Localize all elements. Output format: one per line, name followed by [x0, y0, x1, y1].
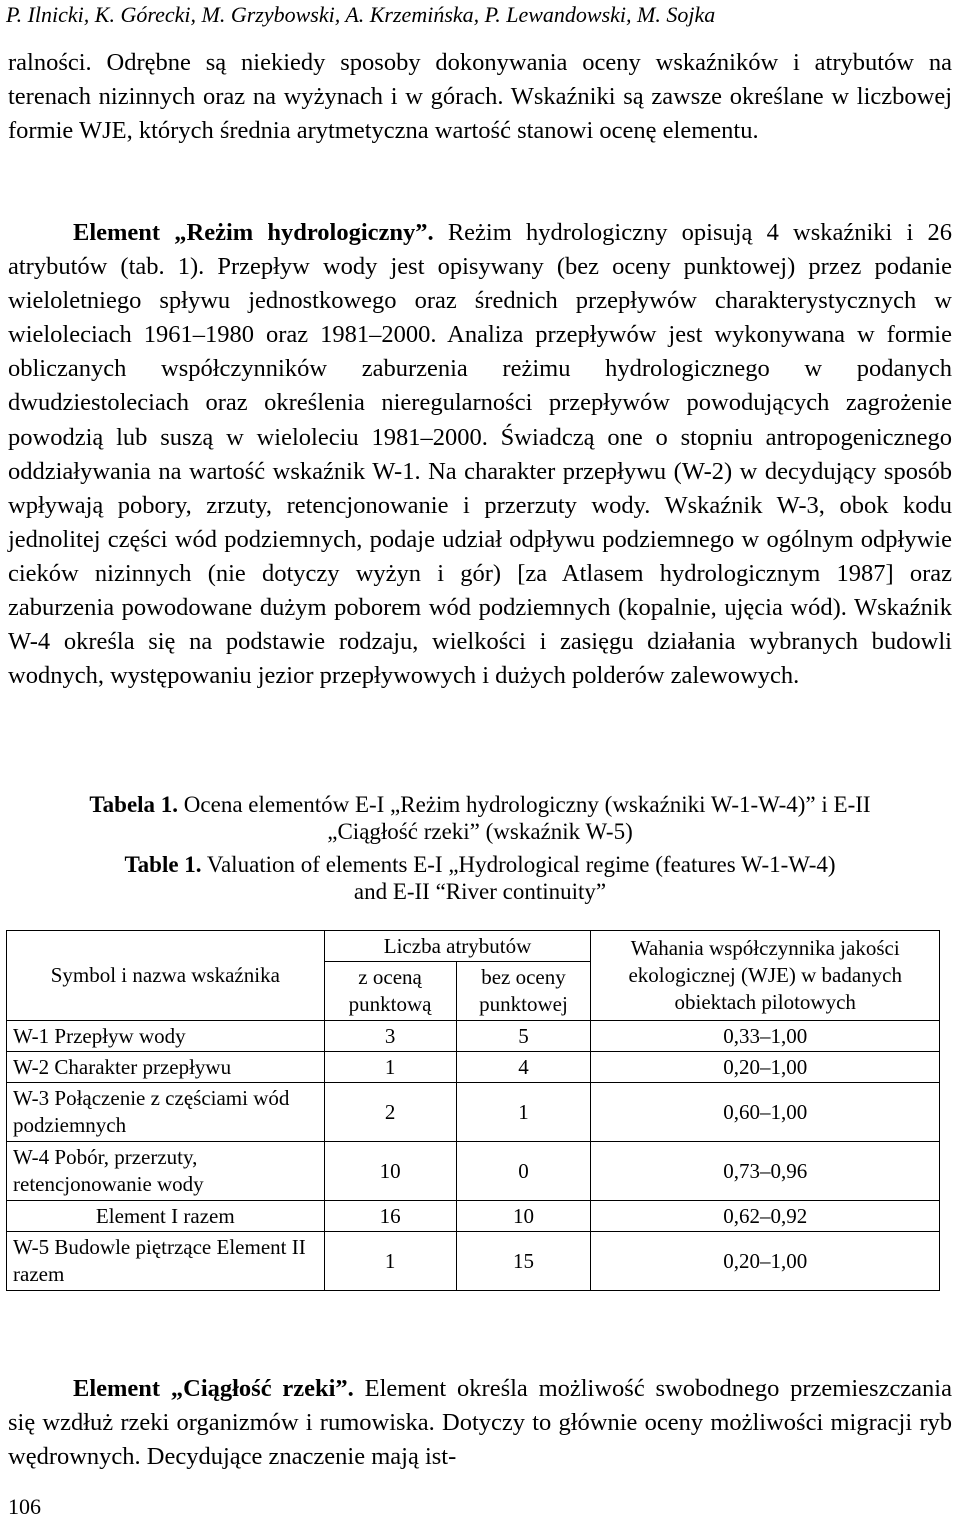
cell-wje-range: 0,33–1,00 — [591, 1021, 940, 1052]
caption-pl-label: Tabela 1. — [89, 792, 179, 817]
table-row — [7, 1232, 940, 1291]
cell-with-score: 1 — [324, 1052, 456, 1083]
table-row — [7, 1142, 940, 1201]
cell-without-score: 4 — [456, 1052, 591, 1083]
caption-pl-line1: Ocena elementów E-I „Reżim hydrologiczny (wskaźniki W-1-W-4)” i E-II — [183, 792, 871, 817]
caption-en-label: Table 1. — [124, 852, 202, 877]
table-row — [7, 1201, 940, 1232]
header-symbol: Symbol i nazwa wskaźnika — [7, 931, 325, 1021]
cell-with-score: 1 — [324, 1232, 456, 1291]
table-caption — [0, 791, 960, 905]
cell-wje-range: 0,20–1,00 — [591, 1052, 940, 1083]
cell-with-score: 16 — [324, 1201, 456, 1232]
cell-indicator-name: W-1 Przepływ wody — [7, 1021, 325, 1052]
cell-indicator-name: W-3 Połączenie z częściami wód podziemnych — [7, 1083, 325, 1142]
cell-wje-range: 0,62–0,92 — [591, 1201, 940, 1232]
table-row — [7, 1021, 940, 1052]
header-without-score: bez oceny punktowej — [456, 962, 591, 1021]
data-table — [6, 930, 940, 1291]
cell-with-score: 10 — [324, 1142, 456, 1201]
header-with-score: z oceną punktową — [324, 962, 456, 1021]
paragraph-top-text: ralności. Odrębne są niekiedy sposoby dokonywania oceny wskaźników i atrybutów na terenach nizinnych oraz na wyżynach i w górach. Wskaźniki są zawsze określane w liczbowej formie WJE, których średnia arytmetyczna wartość stanowi ocenę elementu. — [8, 49, 952, 145]
paragraph-continuity-text: Element określa możliwość swobodnego przemieszczania się wzdłuż rzeki organizmów i rumowiska. Dotyczy to głównie oceny możliwości migracji ryb wędrownych. Decydujące znaczenie mają ist- — [8, 1375, 952, 1471]
cell-without-score: 0 — [456, 1142, 591, 1201]
cell-indicator-name: W-4 Pobór, przerzuty, retencjonowanie wody — [7, 1142, 325, 1201]
header-attribute-count: Liczba atrybutów — [324, 931, 591, 962]
section-heading-regime: Element „Reżim hydrologiczny”. — [73, 219, 434, 246]
cell-with-score: 2 — [324, 1083, 456, 1142]
paragraph-hydrological-regime — [8, 216, 952, 693]
cell-with-score: 3 — [324, 1021, 456, 1052]
table-row — [7, 1083, 940, 1142]
cell-without-score: 5 — [456, 1021, 591, 1052]
caption-en-line1: Valuation of elements E-I „Hydrological regime (features W-1-W-4) — [206, 852, 836, 877]
page-number: 106 — [8, 1494, 41, 1519]
table-row — [7, 1052, 940, 1083]
caption-pl-line2: „Ciągłość rzeki” (wskaźnik W-5) — [327, 819, 633, 844]
cell-indicator-name: W-2 Charakter przepływu — [7, 1052, 325, 1083]
cell-indicator-name: Element I razem — [7, 1201, 325, 1232]
cell-without-score: 1 — [456, 1083, 591, 1142]
cell-indicator-name: W-5 Budowle piętrzące Element II razem — [7, 1232, 325, 1291]
table-body — [7, 1021, 940, 1291]
cell-without-score: 10 — [456, 1201, 591, 1232]
caption-en-line2: and E-II “River continuity” — [353, 879, 607, 904]
section-heading-continuity: Element „Ciągłość rzeki”. — [73, 1375, 354, 1402]
paragraph-top — [8, 46, 952, 148]
cell-wje-range: 0,60–1,00 — [591, 1083, 940, 1142]
running-header: P. Ilnicki, K. Górecki, M. Grzybowski, A. Krzemińska, P. Lewandowski, M. Sojka — [6, 2, 716, 27]
cell-without-score: 15 — [456, 1232, 591, 1291]
paragraph-regime-text: Reżim hydrologiczny opisują 4 wskaźniki i 26 atrybutów (tab. 1). Przepływ wody jest opisywany (bez oceny punktowej) przez podanie wieloletniego spływu jednostkowego oraz średnich przepływów charakterystycznych w wieloleciach 1961–1980 oraz 1981–2000. Analiza przepływów jest wykonywana w formie obliczanych współczynników zaburzenia reżimu hydrologicznego w podanych dwudziestoleciach oraz określenia nieregularności przepływów powodujących zagrożenie powodzią lub suszą w wieloleciu 1981–2000. Świadczą one o stopniu antropogenicznego oddziaływania na wartość wskaźnik W-1. Na charakter przepływu (W-2) w decydujący sposób wpływają pobory, zrzuty, retencjonowanie i przerzuty wody. Wskaźnik W-3, obok kodu jednolitej części wód podziemnych, podaje udział odpływu podziemnego w ogólnym odpływie cieków nizinnych (nie dotyczy wyżyn i gór) [za Atlasem hydrologicznym 1987] oraz zaburzenia powodowane dużym poborem wód podziemnych (kopalnie, ujęcia wód). Wskaźnik W-4 określa się na podstawie rodzaju, wielkości i zasięgu działania wybranych budowli wodnych, występowaniu jezior przepływowych i dużych polderów zalewowych. — [8, 219, 952, 690]
paragraph-river-continuity — [8, 1372, 952, 1474]
cell-wje-range: 0,20–1,00 — [591, 1232, 940, 1291]
cell-wje-range: 0,73–0,96 — [591, 1142, 940, 1201]
header-wje-range: Wahania współczynnika jakości ekologicznej (WJE) w badanych obiektach pilotowych — [591, 931, 940, 1021]
